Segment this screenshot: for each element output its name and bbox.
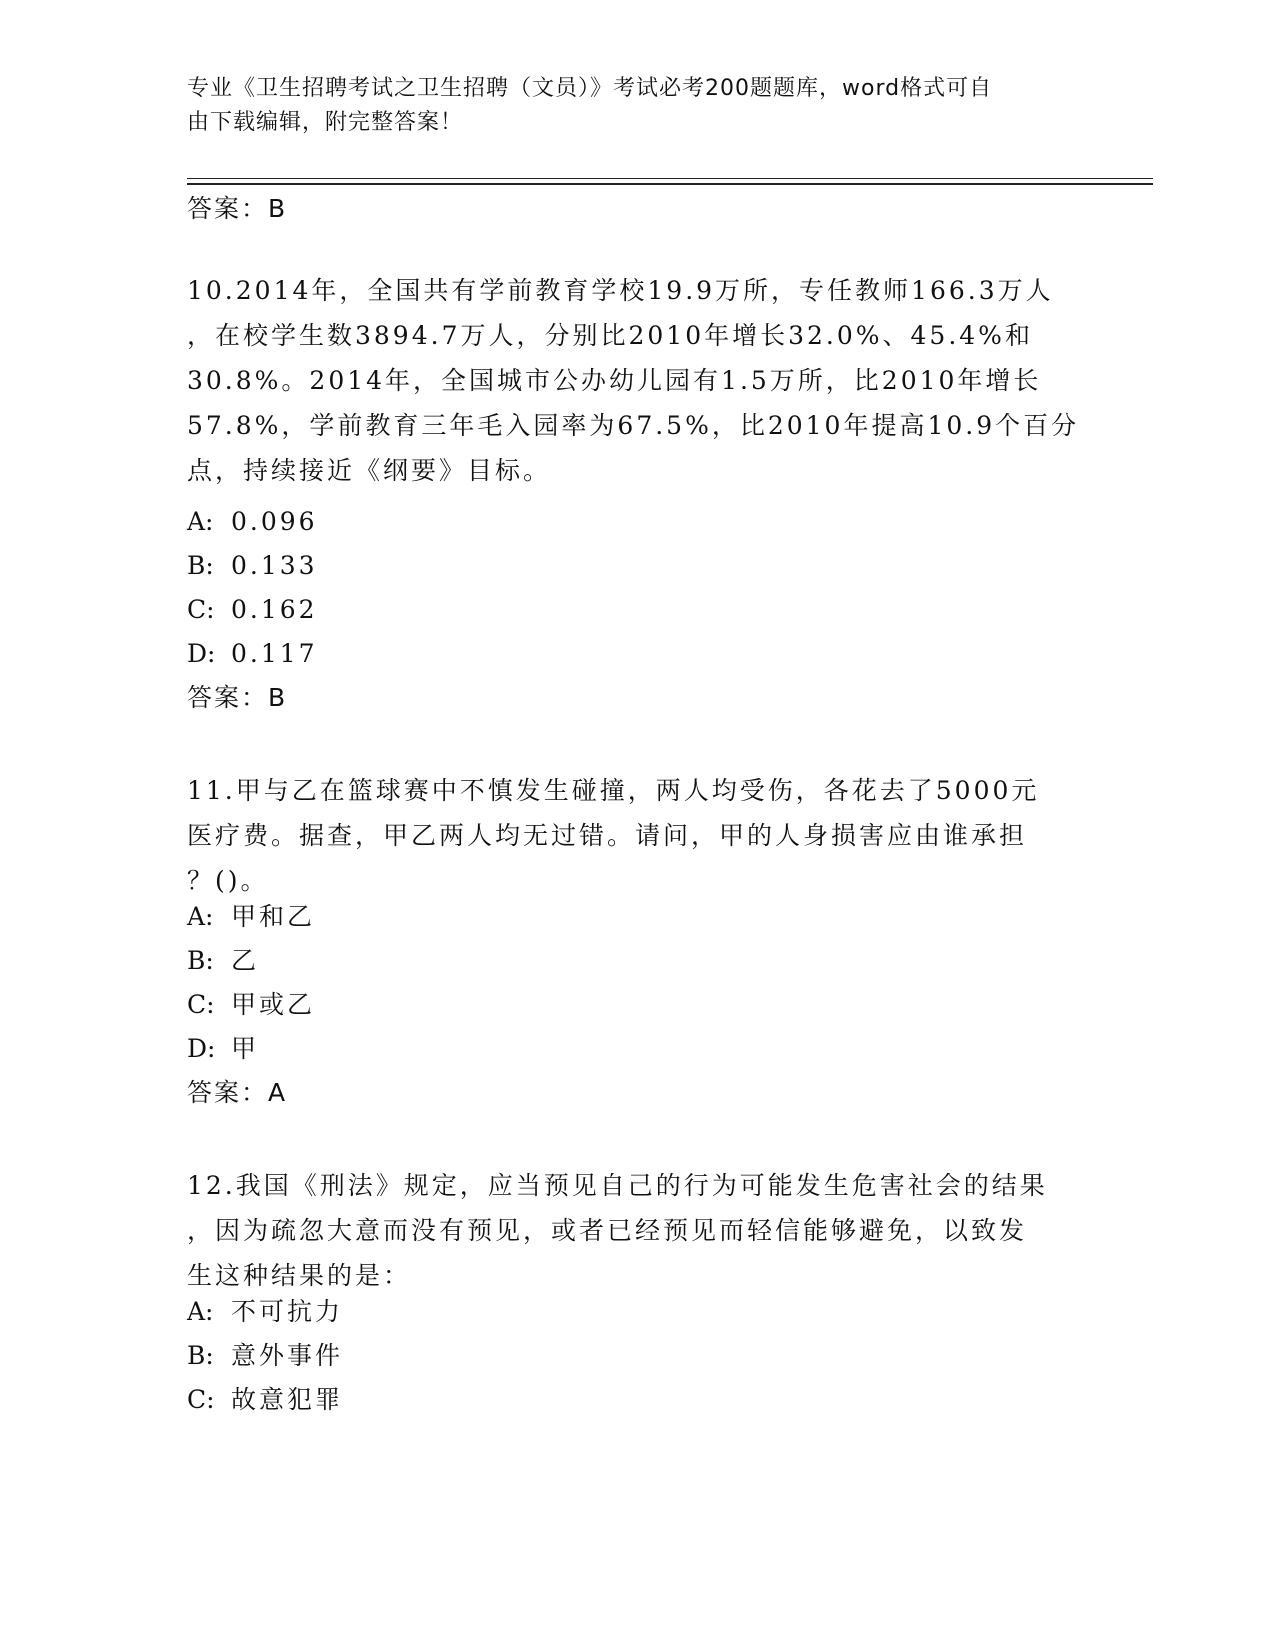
header-rule-thick — [187, 183, 1153, 185]
option-text: 甲或乙 — [231, 990, 316, 1019]
question-11-option-b — [187, 944, 259, 978]
question-11-option-a — [187, 900, 315, 934]
option-text: 0.133 — [231, 551, 318, 580]
question-line: ，因为疏忽大意而没有预见，或者已经预见而轻信能够避免，以致发 — [187, 1216, 1028, 1245]
question-line: 30.8%。2014年，全国城市公办幼儿园有1.5万所，比2010年增长 — [187, 366, 1042, 395]
question-11-option-c — [187, 988, 315, 1022]
question-line: 11.甲与乙在篮球赛中不慎发生碰撞，两人均受伤，各花去了5000元 — [187, 776, 1040, 805]
option-label: C: — [187, 990, 215, 1019]
question-11-text — [187, 768, 1067, 903]
answer-prev: 答案：B — [187, 194, 288, 223]
option-text: 意外事件 — [231, 1341, 344, 1370]
header-line-1: 专业《卫生招聘考试之卫生招聘（文员）》考试必考200题题库，word格式可自 — [187, 76, 993, 101]
option-text: 故意犯罪 — [231, 1385, 344, 1414]
question-10-answer: 答案：B — [187, 683, 288, 712]
option-label: B: — [187, 551, 214, 580]
question-10-option-d — [187, 637, 318, 671]
option-label: B: — [187, 1341, 214, 1370]
option-label: A: — [187, 507, 214, 536]
question-10-text — [187, 268, 1080, 493]
option-text: 0.162 — [231, 595, 318, 624]
option-text: 乙 — [231, 946, 260, 975]
question-line: 12.我国《刑法》规定，应当预见自己的行为可能发生危害社会的结果 — [187, 1171, 1048, 1200]
question-line: 57.8%，学前教育三年毛入园率为67.5%，比2010年提高10.9个百分 — [187, 411, 1080, 440]
header-rule-thin — [187, 178, 1153, 179]
question-11-option-d — [187, 1032, 259, 1066]
option-label: D: — [187, 1034, 216, 1063]
option-label: B: — [187, 946, 214, 975]
option-text: 不可抗力 — [231, 1297, 344, 1326]
option-label: A: — [187, 1297, 214, 1326]
question-12-option-b — [187, 1339, 343, 1373]
option-text: 甲和乙 — [231, 902, 316, 931]
question-line: 10.2014年，全国共有学前教育学校19.9万所，专任教师166.3万人 — [187, 276, 1054, 305]
option-label: C: — [187, 595, 215, 624]
option-label: C: — [187, 1385, 215, 1414]
option-text: 甲 — [231, 1034, 260, 1063]
question-12-text — [187, 1163, 1067, 1298]
option-label: A: — [187, 902, 214, 931]
option-text: 0.096 — [231, 507, 318, 536]
question-10-option-c — [187, 593, 318, 627]
header-line-2: 由下载编辑，附完整答案！ — [187, 110, 464, 135]
question-10-option-a — [187, 505, 318, 539]
question-11-answer: 答案：A — [187, 1078, 288, 1107]
question-12-option-c — [187, 1383, 343, 1417]
document-header — [187, 72, 1067, 140]
question-line: 点，持续接近《纲要》目标。 — [187, 456, 552, 485]
question-line: ，在校学生数3894.7万人，分别比2010年增长32.0%、45.4%和 — [187, 321, 1033, 350]
question-line: ？()。 — [187, 866, 269, 895]
option-text: 0.117 — [231, 639, 318, 668]
option-label: D: — [187, 639, 216, 668]
question-12-option-a — [187, 1295, 343, 1329]
question-10-option-b — [187, 549, 318, 583]
question-line: 生这种结果的是： — [187, 1261, 412, 1290]
question-line: 医疗费。据查，甲乙两人均无过错。请问，甲的人身损害应由谁承担 — [187, 821, 1028, 850]
